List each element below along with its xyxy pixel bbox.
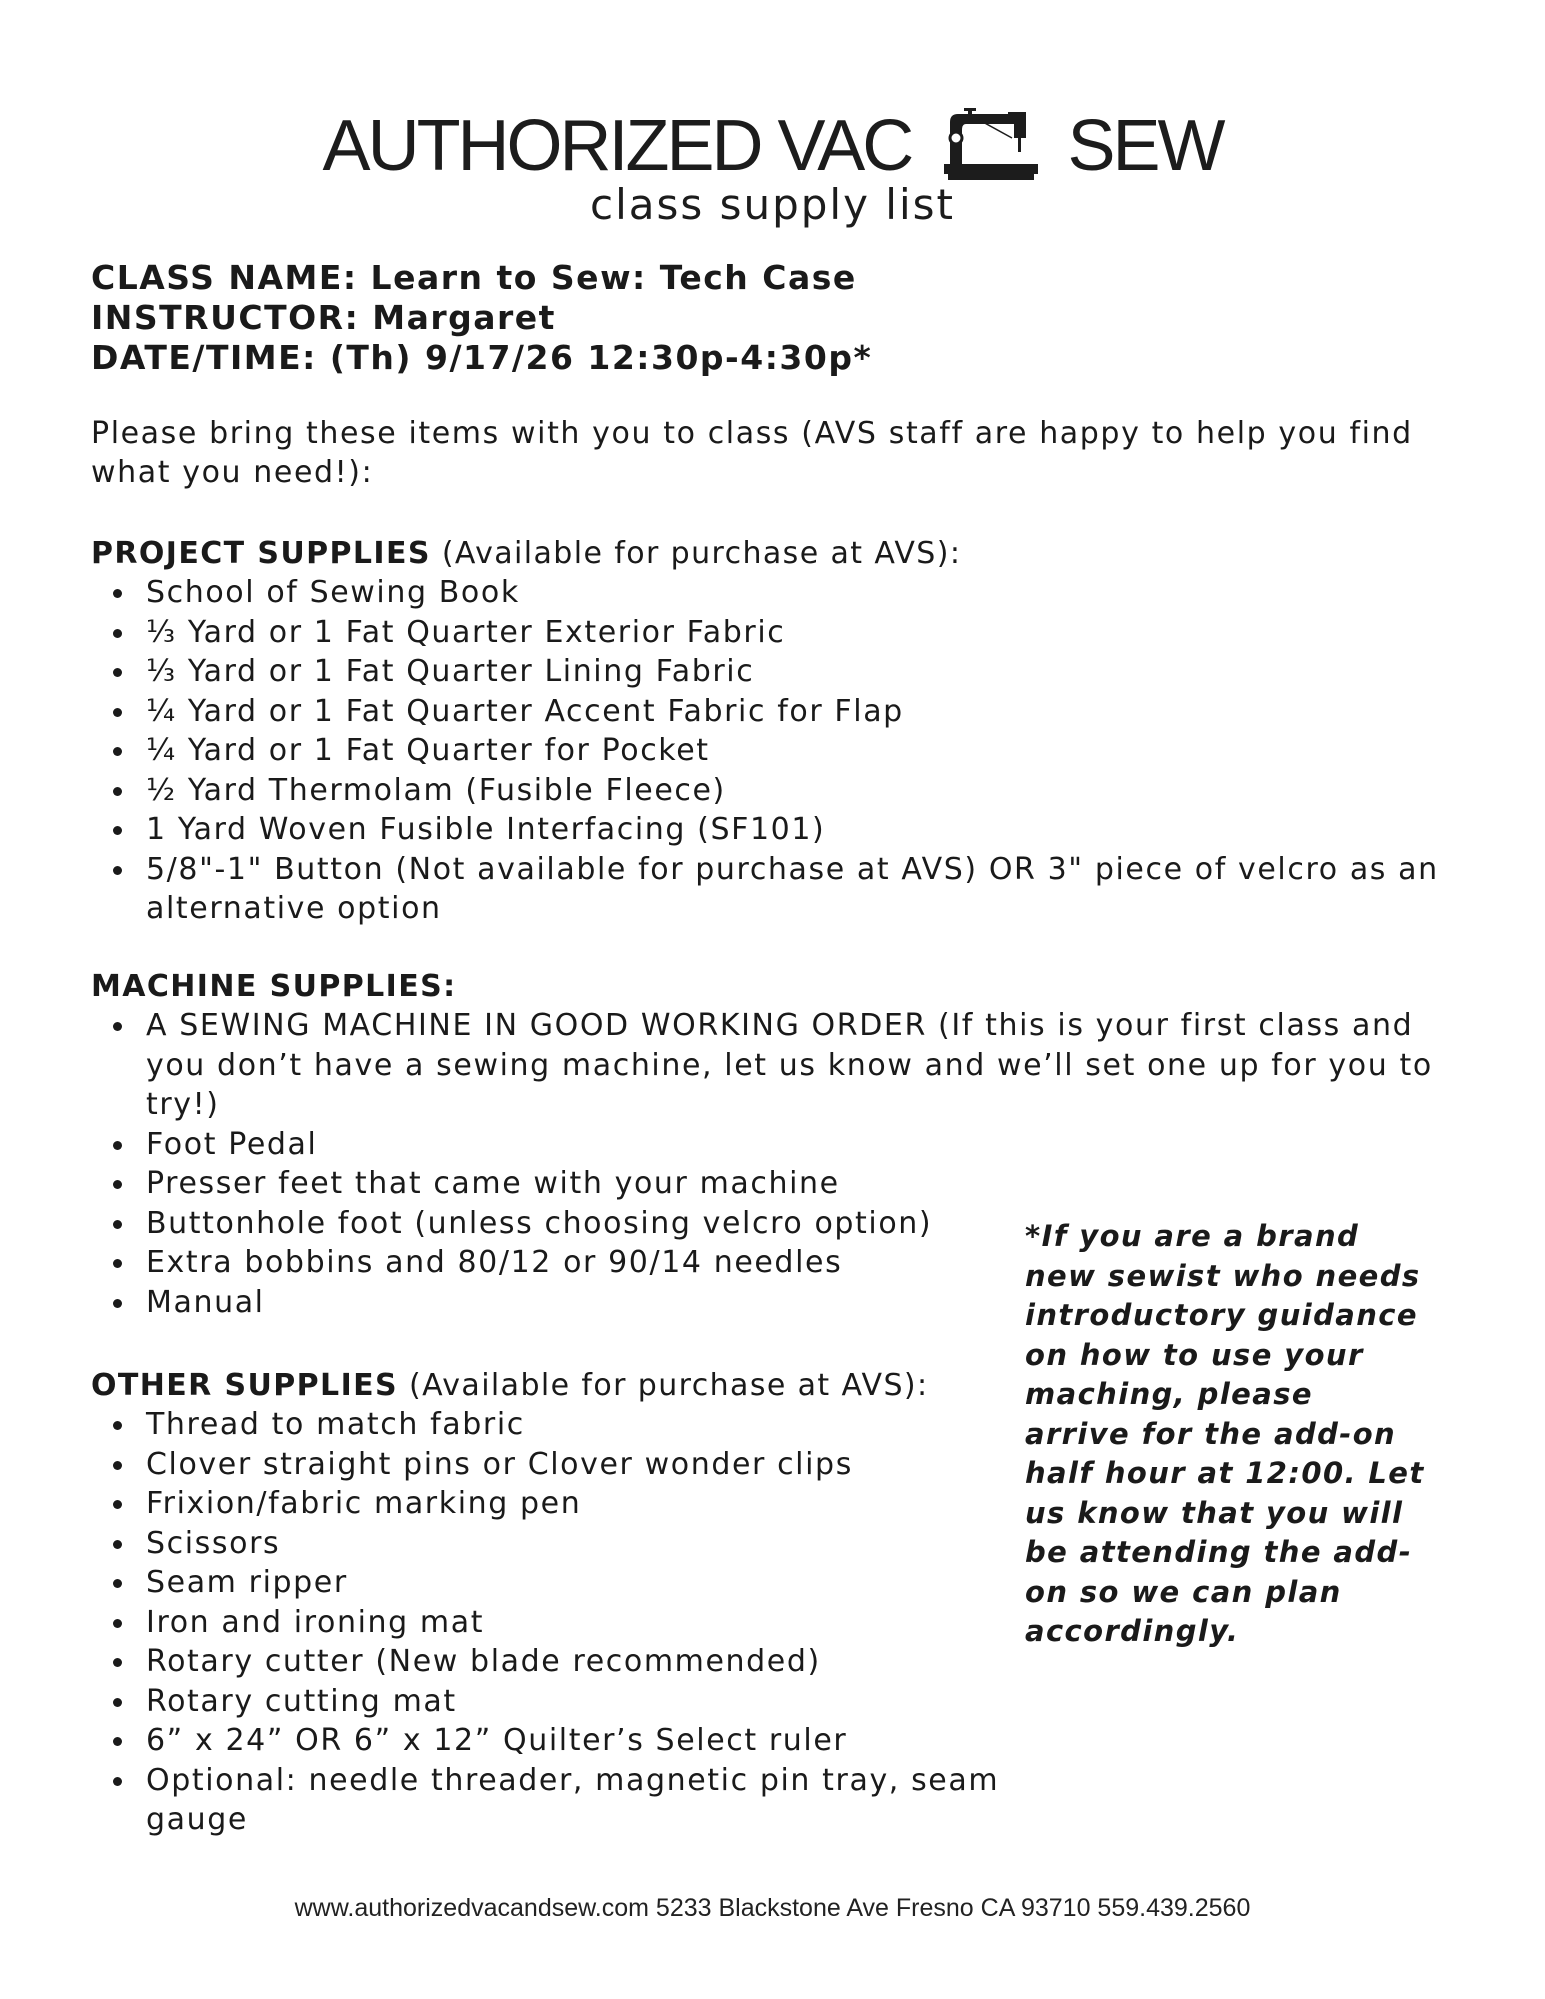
list-item: Thread to match fabric — [91, 1405, 1091, 1445]
logo-left-text: AUTHORIZED VAC — [322, 106, 912, 186]
class-instructor: INSTRUCTOR: Margaret — [91, 298, 556, 337]
list-item: ⅓ Yard or 1 Fat Quarter Exterior Fabric — [91, 613, 1471, 653]
list-item: Seam ripper — [91, 1563, 1091, 1603]
list-item: School of Sewing Book — [91, 573, 1471, 613]
project-supplies-heading-rest: (Available for purchase at AVS): — [430, 536, 962, 571]
machine-supplies-heading-bold: MACHINE SUPPLIES: — [91, 969, 457, 1004]
list-item: Rotary cutting mat — [91, 1682, 1091, 1722]
project-supplies-heading — [91, 534, 1471, 573]
class-info-block — [91, 258, 1471, 378]
list-item: ½ Yard Thermolam (Fusible Fleece) — [91, 771, 1471, 811]
list-item: 6” x 24” OR 6” x 12” Quilter’s Select ruler — [91, 1721, 1091, 1761]
class-name: CLASS NAME: Learn to Sew: Tech Case — [91, 258, 857, 297]
list-item: Scissors — [91, 1524, 1091, 1564]
other-supplies-list — [91, 1405, 1091, 1840]
list-item: ¼ Yard or 1 Fat Quarter for Pocket — [91, 731, 1471, 771]
page-subtitle: class supply list — [590, 180, 955, 229]
list-item: Foot Pedal — [91, 1125, 1471, 1165]
list-item: 5/8"-1" Button (Not available for purchase at AVS) OR 3" piece of velcro as an alternative option — [91, 850, 1471, 929]
list-item: 1 Yard Woven Fusible Interfacing (SF101) — [91, 810, 1471, 850]
list-item: ⅓ Yard or 1 Fat Quarter Lining Fabric — [91, 652, 1471, 692]
project-supplies-section — [91, 534, 1471, 929]
intro-text: Please bring these items with you to class (AVS staff are happy to help you find what you need!): — [91, 416, 1413, 490]
list-item: Optional: needle threader, magnetic pin tray, seam gauge — [91, 1761, 1091, 1840]
list-item: Extra bobbins and 80/12 or 90/14 needles — [91, 1243, 1471, 1283]
sewing-machine-icon — [942, 108, 1042, 184]
other-supplies-heading-rest: (Available for purchase at AVS): — [398, 1368, 929, 1403]
list-item: Clover straight pins or Clover wonder clips — [91, 1445, 1091, 1485]
list-item: A SEWING MACHINE IN GOOD WORKING ORDER (If this is your first class and you don’t have a sewing machine, let us know and we’ll set one up for you to try!) — [91, 1006, 1471, 1125]
footer-contact: www.authorizedvacandsew.com 5233 Blackstone Ave Fresno CA 93710 559.439.2560 — [294, 1894, 1251, 1922]
list-item: ¼ Yard or 1 Fat Quarter Accent Fabric for Flap — [91, 692, 1471, 732]
other-supplies-heading — [91, 1366, 1091, 1405]
other-supplies-section — [91, 1366, 1091, 1840]
machine-supplies-heading — [91, 967, 1471, 1006]
list-item: Rotary cutter (New blade recommended) — [91, 1642, 1091, 1682]
list-item: Buttonhole foot (unless choosing velcro option) — [91, 1204, 1471, 1244]
list-item: Manual — [91, 1283, 1471, 1323]
logo-right-text: SEW — [1067, 106, 1223, 186]
brand-logo — [0, 108, 1545, 184]
other-supplies-heading-bold: OTHER SUPPLIES — [91, 1368, 399, 1403]
new-sewist-note: *If you are a brand new sewist who needs introductory guidance on how to use your maching, please arrive for the add-on half hour at 12:00. Let us know that you will be attending the add-on so we can plan accordingly. — [1025, 1219, 1425, 1648]
project-supplies-heading-bold: PROJECT SUPPLIES — [91, 536, 431, 571]
list-item: Presser feet that came with your machine — [91, 1164, 1471, 1204]
project-supplies-list — [91, 573, 1471, 929]
class-datetime: DATE/TIME: (Th) 9/17/26 12:30p-4:30p* — [91, 338, 873, 377]
list-item: Iron and ironing mat — [91, 1603, 1091, 1643]
list-item: Frixion/fabric marking pen — [91, 1484, 1091, 1524]
